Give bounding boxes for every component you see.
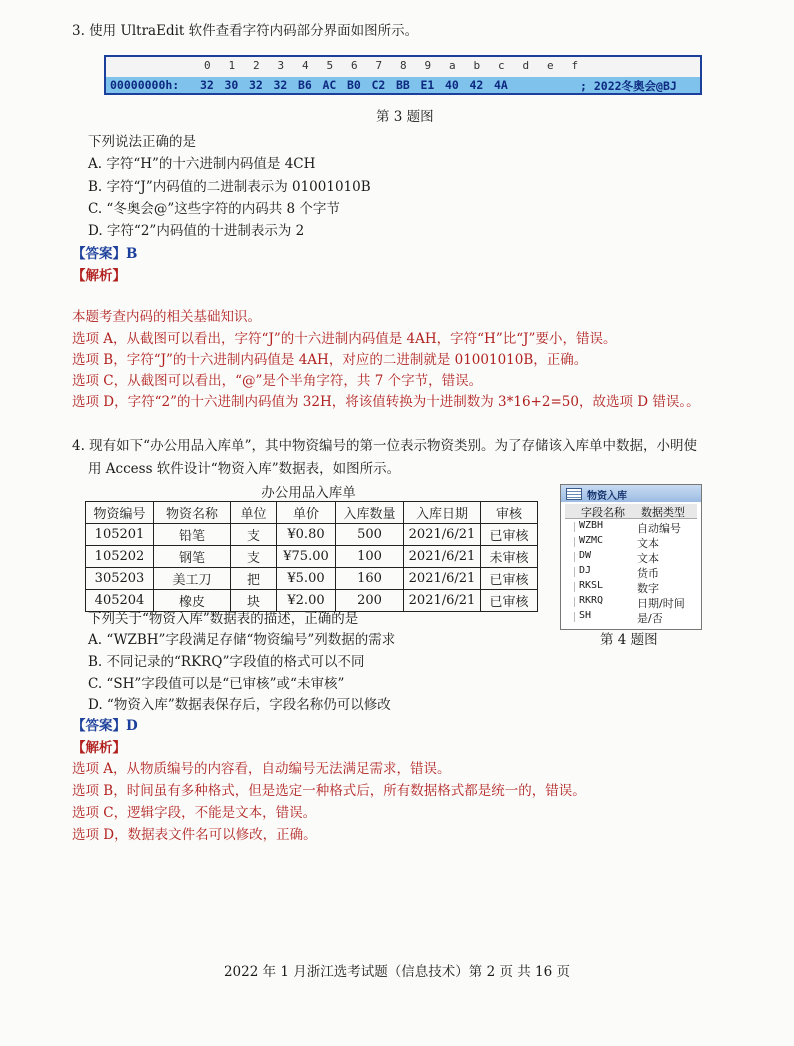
hex-column-label: f xyxy=(571,59,579,72)
table-cell: 2021/6/21 xyxy=(404,590,481,612)
q3-analysis-2: 选项 B，字符“J”的十六进制内码值是 4AH，对应的二进制就是 01001010B，正确。 xyxy=(72,352,588,368)
hex-byte: C2 xyxy=(371,78,386,92)
q3-answer-label: 【答案】 xyxy=(72,246,126,262)
q3-answer xyxy=(72,245,137,263)
field-type: 数字 xyxy=(637,582,659,595)
hex-column-label: a xyxy=(449,59,456,72)
hex-text: ; 2022冬奥会@BJ xyxy=(580,79,677,93)
hex-column-label: 6 xyxy=(351,59,358,72)
q4-analysis-3: 选项 D，数据表文件名可以修改，正确。 xyxy=(72,827,317,843)
q4-option-b: B. 不同记录的“RKRQ”字段值的格式可以不同 xyxy=(88,654,365,670)
hex-address: 00000000h: xyxy=(110,78,180,92)
field-type: 货币 xyxy=(637,567,659,580)
table-cell: 支 xyxy=(231,546,277,568)
table-header-cell: 入库数量 xyxy=(336,502,404,524)
hex-column-label: 5 xyxy=(326,59,334,72)
q4-analysis-2: 选项 C，逻辑字段，不能是文本，错误。 xyxy=(72,805,317,821)
hex-byte: 32 xyxy=(273,78,288,92)
table-row xyxy=(86,568,538,590)
hex-column-label: b xyxy=(473,59,481,72)
q4-analysis-1: 选项 B，时间虽有多种格式，但是选定一种格式后，所有数据格式都是统一的，错误。 xyxy=(72,783,586,799)
field-type: 是/否 xyxy=(637,612,663,625)
hex-column-label: c xyxy=(498,59,505,72)
q3-option-b: B. 字符“J”内码值的二进制表示为 01001010B xyxy=(88,179,371,195)
table-header-cell: 审核 xyxy=(481,502,538,524)
q4-answer xyxy=(72,717,138,735)
field-name: WZBH xyxy=(579,520,604,531)
q4-option-a: A. “WZBH”字段满足存储“物资编号”列数据的需求 xyxy=(88,632,396,648)
field-type: 日期/时间 xyxy=(637,597,685,610)
table-header-cell: 单位 xyxy=(231,502,277,524)
hex-byte: BB xyxy=(396,78,410,92)
table-header-cell: 物资编号 xyxy=(86,502,154,524)
table-cell: 块 xyxy=(231,590,277,612)
page-footer: 2022 年 1 月浙江选考试题（信息技术）第 2 页 共 16 页 xyxy=(223,964,571,980)
list-item xyxy=(565,520,697,535)
access-title: 物资入库 xyxy=(587,491,627,502)
inventory-table xyxy=(85,501,538,612)
access-header-type: 数据类型 xyxy=(641,506,685,519)
access-design-window xyxy=(560,484,702,630)
q3-analysis-3: 选项 C，从截图可以看出，“@”是个半角字符，共 7 个字节，错误。 xyxy=(72,373,483,389)
q4-option-d: D. “物资入库”数据表保存后，字段名称仍可以修改 xyxy=(88,697,391,713)
q4-stem-line2: 用 Access 软件设计“物资入库”数据表，如图所示。 xyxy=(88,461,401,477)
hex-column-label: 8 xyxy=(400,59,407,72)
field-type: 自动编号 xyxy=(637,522,681,535)
field-type: 文本 xyxy=(637,552,659,565)
q3-analysis-1: 选项 A，从截图可以看出，字符“J”的十六进制内码值是 4AH，字符“H”比“J”要小，错误。 xyxy=(72,331,617,347)
q4-table-title: 办公用品入库单 xyxy=(261,485,356,501)
table-cell: 橡皮 xyxy=(154,590,231,612)
q4-analysis-label: 【解析】 xyxy=(72,740,126,756)
q3-caption: 第 3 题图 xyxy=(376,109,434,125)
hex-column-label: d xyxy=(522,59,530,72)
hex-column-label: 1 xyxy=(228,59,236,72)
table-cell: 2021/6/21 xyxy=(404,546,481,568)
table-cell: 钢笔 xyxy=(154,546,231,568)
field-name: DJ xyxy=(579,565,592,576)
table-cell: 已审核 xyxy=(481,590,538,612)
q3-stem: 3. 使用 UltraEdit 软件查看字符内码部分界面如图所示。 xyxy=(72,23,419,39)
table-cell: 支 xyxy=(231,524,277,546)
table-cell: 105201 xyxy=(86,524,154,546)
q3-prompt: 下列说法正确的是 xyxy=(88,134,196,150)
hex-byte: AC xyxy=(322,78,337,92)
table-cell: 把 xyxy=(231,568,277,590)
q3-analysis-0: 本题考查内码的相关基础知识。 xyxy=(72,309,261,325)
list-item xyxy=(565,580,697,595)
table-header-row xyxy=(86,502,538,524)
hex-byte: 42 xyxy=(469,78,484,92)
table-cell: 已审核 xyxy=(481,568,538,590)
hex-data-row xyxy=(106,77,700,93)
table-cell: ¥2.00 xyxy=(277,590,336,612)
hex-byte: 4A xyxy=(494,78,508,92)
q4-caption: 第 4 题图 xyxy=(600,632,658,648)
list-item xyxy=(565,550,697,565)
list-item xyxy=(565,535,697,550)
table-cell: 已审核 xyxy=(481,524,538,546)
field-name: RKRQ xyxy=(579,595,604,606)
table-row xyxy=(86,590,538,612)
q3-option-d: D. 字符“2”内码值的十进制表示为 2 xyxy=(88,223,305,239)
table-cell: ¥5.00 xyxy=(277,568,336,590)
table-cell: 405204 xyxy=(86,590,154,612)
q3-analysis-label: 【解析】 xyxy=(72,268,126,284)
list-item xyxy=(565,565,697,580)
q3-option-a: A. 字符“H”的十六进制内码值是 4CH xyxy=(88,156,316,172)
q3-answer-value: B xyxy=(126,246,138,262)
field-type: 文本 xyxy=(637,537,659,550)
q4-option-c: C. “SH”字段值可以是“已审核”或“未审核” xyxy=(88,676,345,692)
table-cell: 160 xyxy=(336,568,404,590)
hex-column-label: 3 xyxy=(277,59,285,72)
access-field-header xyxy=(565,504,697,519)
table-cell: 100 xyxy=(336,546,404,568)
table-header-cell: 物资名称 xyxy=(154,502,231,524)
table-cell: 美工刀 xyxy=(154,568,231,590)
table-cell: 105202 xyxy=(86,546,154,568)
table-cell: 500 xyxy=(336,524,404,546)
hex-column-header xyxy=(106,57,700,77)
hex-byte: 32 xyxy=(249,78,263,92)
table-cell: 2021/6/21 xyxy=(404,568,481,590)
hex-byte: 40 xyxy=(445,78,459,92)
table-cell: 305203 xyxy=(86,568,154,590)
hex-byte: 30 xyxy=(224,78,239,92)
hex-byte: E1 xyxy=(420,78,435,92)
table-cell: 未审核 xyxy=(481,546,538,568)
list-item xyxy=(565,610,697,625)
table-cell: ¥75.00 xyxy=(277,546,336,568)
q3-analysis-4: 选项 D，字符“2”的十六进制内码值为 32H，将该值转换为十进制数为 3*16+2=50，故选项 D 错误。。 xyxy=(72,394,700,410)
table-header-cell: 入库日期 xyxy=(404,502,481,524)
table-row xyxy=(86,524,538,546)
field-name: DW xyxy=(579,550,592,561)
q4-answer-label: 【答案】 xyxy=(72,718,126,734)
list-item xyxy=(565,595,697,610)
q4-prompt: 下列关于“物资入库”数据表的描述，正确的是 xyxy=(88,611,359,627)
q4-stem-line1: 4. 现有如下“办公用品入库单”，其中物资编号的第一位表示物资类别。为了存储该入库单中数据，小明使 xyxy=(72,438,697,454)
access-header-name: 字段名称 xyxy=(581,506,625,519)
hex-column-label: 2 xyxy=(253,59,260,72)
hex-column-label: 4 xyxy=(302,59,309,72)
hex-byte: B6 xyxy=(298,78,312,92)
hex-column-label: e xyxy=(547,59,554,72)
hex-column-label: 7 xyxy=(375,59,383,72)
q4-analysis-0: 选项 A，从物质编号的内容看，自动编号无法满足需求，错误。 xyxy=(72,761,451,777)
table-cell: 2021/6/21 xyxy=(404,524,481,546)
hex-viewer xyxy=(104,55,702,95)
hex-byte: B0 xyxy=(347,78,361,92)
access-title-bar xyxy=(561,485,701,502)
hex-column-label: 0 xyxy=(204,59,211,72)
table-row xyxy=(86,546,538,568)
q4-answer-value: D xyxy=(126,718,138,734)
table-cell: ¥0.80 xyxy=(277,524,336,546)
q3-option-c: C. “冬奥会@”这些字符的内码共 8 个字节 xyxy=(88,201,340,217)
table-cell: 铅笔 xyxy=(154,524,231,546)
hex-column-label: 9 xyxy=(424,59,432,72)
hex-byte: 32 xyxy=(200,78,214,92)
field-name: WZMC xyxy=(579,535,604,546)
table-icon xyxy=(566,488,582,500)
table-header-cell: 单价 xyxy=(277,502,336,524)
field-name: RKSL xyxy=(579,580,604,591)
field-name: SH xyxy=(579,610,592,621)
table-cell: 200 xyxy=(336,590,404,612)
